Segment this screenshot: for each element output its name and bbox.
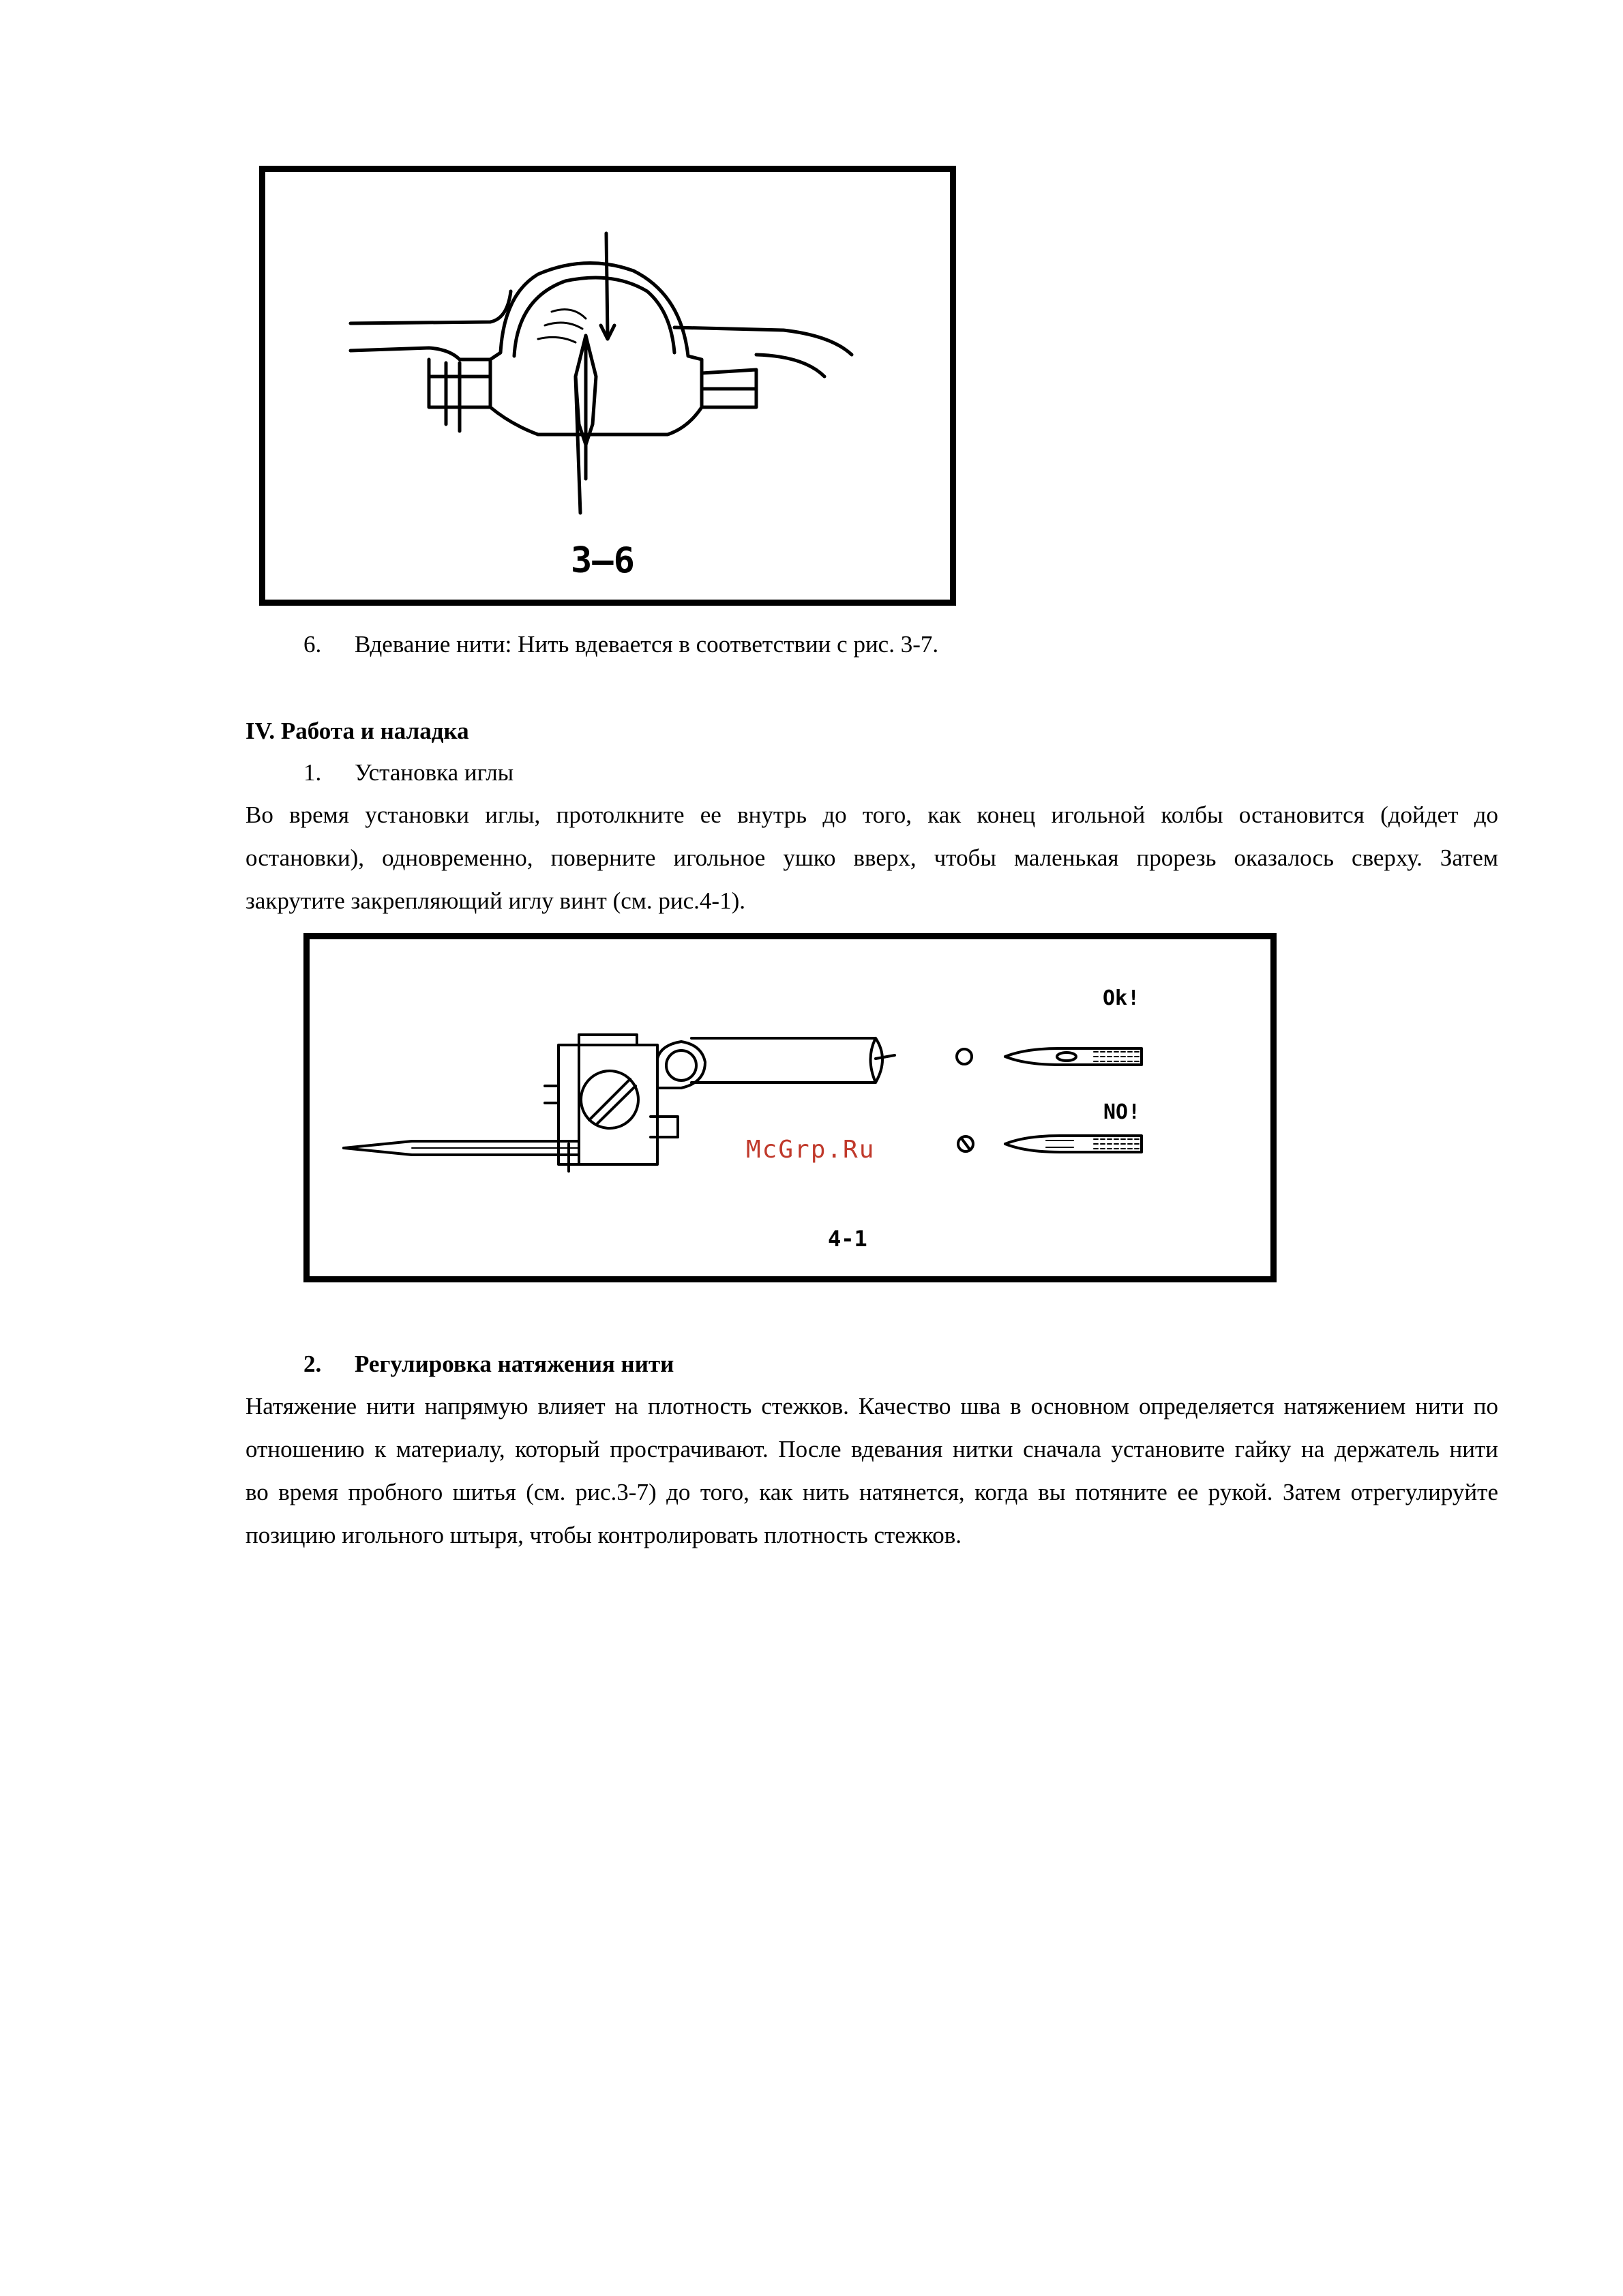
item-2-title: Регулировка натяжения нити: [355, 1351, 674, 1377]
figure-3-6-caption: 3–6: [571, 540, 635, 581]
para-1-line-3: закрутите закрепляющий иглу винт (см. рис.4-1).: [245, 887, 745, 914]
ok-label: Ok!: [1103, 986, 1140, 1010]
item-6-text: Вдевание нити: Нить вдевается в соответствии с рис. 3-7.: [355, 631, 939, 658]
watermark: McGrp.Ru: [746, 1136, 876, 1164]
para-2-line-3: во время пробного шитья (см. рис.3-7) до того, как нить натянется, когда вы потяните ее рукой. Затем отрегулируйте: [245, 1479, 1498, 1505]
no-label: NO!: [1103, 1100, 1141, 1124]
item-1-title: Установка иглы: [355, 759, 514, 786]
para-2-line-2: отношению к материалу, который прострачивают. После вдевания нитки сначала установите гайку на держатель нити: [245, 1436, 1498, 1462]
para-1-line-2: остановки), одновременно, поверните игольное ушко вверх, чтобы маленькая прорезь оказалось сверху. Затем: [245, 844, 1498, 871]
section-4-heading: IV. Работа и наладка: [245, 718, 469, 744]
figure-4-1: [303, 933, 1277, 1282]
figure-4-1-caption: 4-1: [828, 1226, 867, 1252]
item-2-number: 2.: [303, 1351, 322, 1377]
para-1-line-1: Во время установки иглы, протолкните ее внутрь до того, как конец игольной колбы остановится (дойдет до: [245, 801, 1498, 828]
para-2-line-4: позицию игольного штыря, чтобы контролировать плотность стежков.: [245, 1522, 962, 1548]
item-6-number: 6.: [303, 631, 322, 658]
item-1-number: 1.: [303, 759, 322, 786]
figure-3-6: [259, 166, 956, 606]
figure-3-6-drawing: [265, 172, 950, 600]
para-2-line-1: Натяжение нити напрямую влияет на плотность стежков. Качество шва в основном определяется натяжением нити по: [245, 1393, 1498, 1419]
